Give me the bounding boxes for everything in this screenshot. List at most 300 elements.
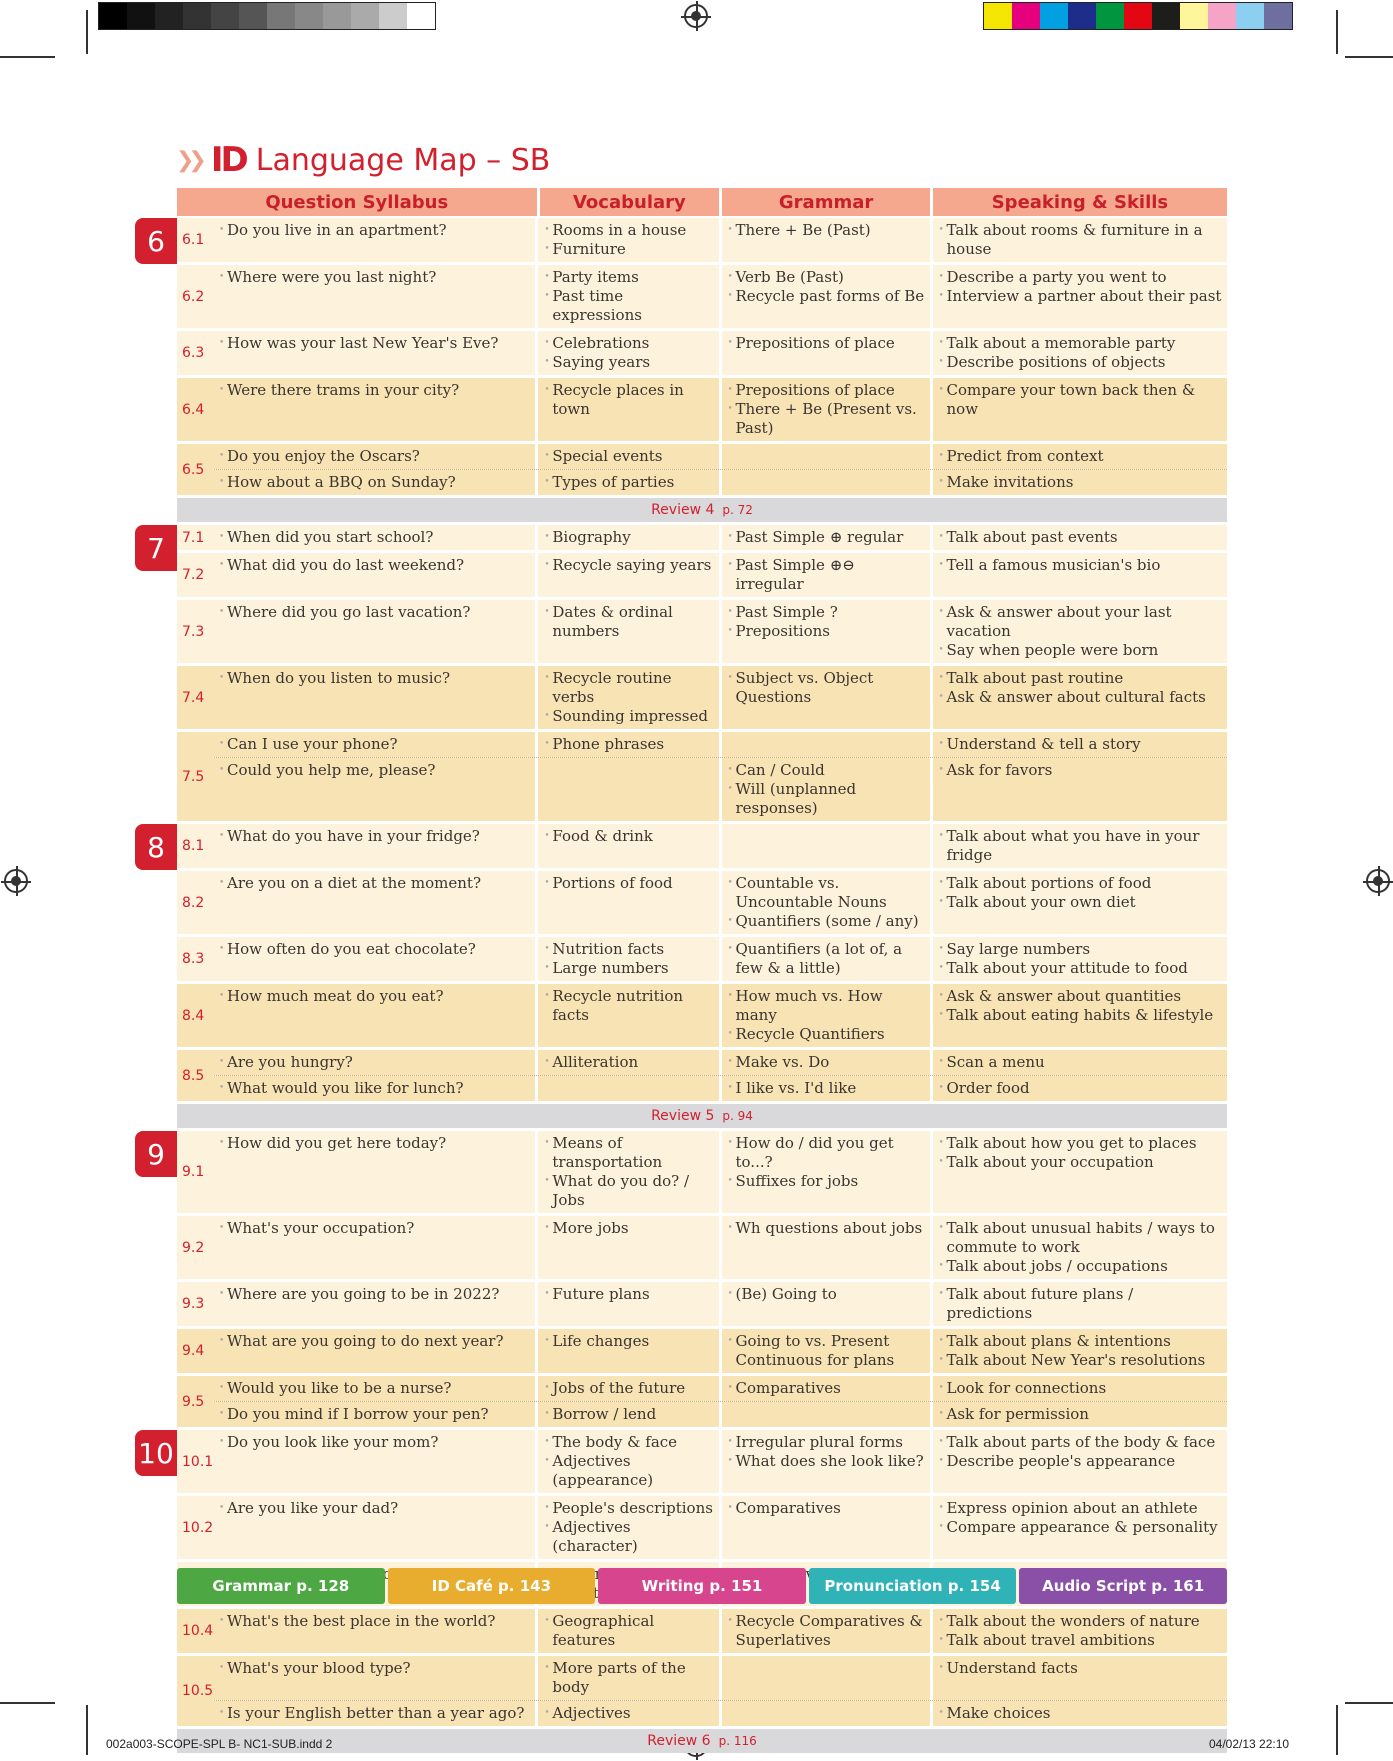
lesson-row [177,1656,1227,1700]
skills-cell [933,600,1228,663]
question-cell [213,1329,535,1373]
vocabulary-cell [538,871,718,934]
lesson-row [177,1609,1227,1653]
question-cell [213,600,535,663]
question-cell [213,1430,535,1493]
vocabulary-cell [538,600,718,663]
skills-cell [933,1076,1228,1101]
reference-buttons [177,1568,1227,1604]
vocabulary-cell [538,265,718,328]
crop-mark [1345,56,1393,58]
lesson-block [177,600,1227,663]
grammar-cell [722,470,930,495]
vocabulary-item: • Recycle routine verbs [544,669,714,707]
lesson-block [177,1329,1227,1373]
grammar-cell [722,553,930,597]
question-text: • Where were you last night? [219,268,531,287]
gray-color-bar [98,2,436,30]
vocabulary-item: • Biography [544,528,714,547]
lesson-number: 8.2 [177,871,213,934]
question-cell [213,666,535,729]
grammar-item: • Going to vs. Present Continuous for plans [728,1332,926,1370]
question-cell [213,1282,535,1326]
reference-button[interactable]: Writing p. 151 [598,1568,806,1604]
lesson-block [177,732,1227,821]
skills-item: • Say large numbers [939,940,1224,959]
vocabulary-cell [538,331,718,375]
question-text: • Where are you going to be in 2022? [219,1285,531,1304]
skills-item: • Ask & answer about cultural facts [939,688,1224,707]
question-text: • Do you live in an apartment? [219,221,531,240]
skills-cell [933,265,1228,328]
question-text: • Would you like to be a nurse? [219,1379,531,1398]
vocabulary-item: • Food & drink [544,827,714,846]
vocabulary-item: • What do you do? / Jobs [544,1172,714,1210]
question-text: • How did you get here today? [219,1134,531,1153]
skills-item: • Understand facts [939,1659,1224,1678]
question-text: • What did you do last weekend? [219,556,531,575]
skills-cell [933,470,1228,495]
lesson-number: 10.1 [177,1430,213,1493]
skills-cell [933,1701,1228,1726]
vocabulary-item: • Past time expressions [544,287,714,325]
question-cell [213,444,535,469]
grammar-item: • Comparatives [728,1499,926,1518]
lesson-row [177,1401,1227,1427]
grammar-cell [722,1282,930,1326]
grammar-item: • I like vs. I'd like [728,1079,926,1098]
question-text: • How often do you eat chocolate? [219,940,531,959]
question-text: • What would you like for lunch? [219,1079,531,1098]
grammar-item: • There + Be (Past) [728,221,926,240]
question-cell [213,1131,535,1213]
grammar-cell [722,1329,930,1373]
grammar-item: • Countable vs. Uncountable Nouns [728,874,926,912]
lesson-row [177,824,1227,868]
skills-cell [933,1430,1228,1493]
grammar-cell [722,444,930,469]
skills-item: • Express opinion about an athlete [939,1499,1224,1518]
color-swatch [127,3,155,29]
unit-number-badge: 8 [135,824,177,870]
grammar-cell [722,1131,930,1213]
lesson-block [177,525,1227,550]
grammar-item: • Wh questions about jobs [728,1219,926,1238]
skills-cell [933,331,1228,375]
grammar-item: • Make vs. Do [728,1053,926,1072]
grammar-cell [722,378,930,441]
lesson-number: 6.2 [177,265,213,328]
question-text: • Are you on a diet at the moment? [219,874,531,893]
lesson-number: 9.2 [177,1216,213,1279]
question-cell [213,937,535,981]
vocabulary-item: • Nutrition facts [544,940,714,959]
review-page: p. 72 [722,503,753,517]
unit-number-badge: 10 [135,1430,177,1476]
review-label: Review 5 [651,1108,715,1124]
lesson-number: 6.5 [177,444,213,495]
skills-item: • Interview a partner about their past [939,287,1224,306]
question-cell [213,378,535,441]
question-cell [213,1496,535,1559]
skills-item: • Describe people's appearance [939,1452,1224,1471]
lesson-block [177,331,1227,375]
color-swatch [984,3,1012,29]
skills-item: • Order food [939,1079,1224,1098]
skills-item: • Talk about parts of the body & face [939,1433,1224,1452]
question-cell [213,218,535,262]
footer-timestamp: 04/02/13 22:10 [1209,1737,1290,1751]
grammar-item: • Irregular plural forms [728,1433,926,1452]
lesson-number: 8.4 [177,984,213,1047]
vocabulary-item: • Means of transportation [544,1134,714,1172]
skills-item: • Describe positions of objects [939,353,1224,372]
color-swatch [99,3,127,29]
question-cell [213,1050,535,1075]
grammar-cell [722,1656,930,1700]
skills-item: • Talk about your own diet [939,893,1224,912]
grammar-cell [722,1376,930,1401]
registration-mark-left [4,869,28,893]
color-swatch [1068,3,1096,29]
lesson-row [177,218,1227,262]
question-text: • Can I use your phone? [219,735,531,754]
skills-item: • Talk about New Year's resolutions [939,1351,1224,1370]
color-swatch [155,3,183,29]
review-page: p. 94 [722,1109,753,1123]
question-cell [213,553,535,597]
crop-mark [1336,1705,1338,1755]
color-swatch [1236,3,1264,29]
lesson-number: 9.3 [177,1282,213,1326]
unit-number-badge: 7 [135,525,177,571]
vocabulary-item: • Portions of food [544,874,714,893]
vocabulary-item: • More parts of the body [544,1659,714,1697]
lesson-block [177,1609,1227,1653]
lesson-block [177,265,1227,328]
skills-item: • Talk about plans & intentions [939,1332,1224,1351]
id-logo: ID [210,140,246,180]
lesson-number: 9.5 [177,1376,213,1427]
grammar-cell [722,265,930,328]
header-grammar: Grammar [722,188,930,216]
lesson-row [177,1050,1227,1075]
vocabulary-cell [538,984,718,1047]
grammar-cell [722,1609,930,1653]
vocabulary-cell [538,937,718,981]
grammar-item: • Quantifiers (some / any) [728,912,926,931]
question-cell [213,732,535,757]
lesson-block [177,937,1227,981]
color-swatch [323,3,351,29]
skills-item: • Talk about a memorable party [939,334,1224,353]
review-bar[interactable] [177,1104,1227,1128]
vocabulary-cell [538,218,718,262]
grammar-item: • Past Simple ⊕ regular [728,528,926,547]
vocabulary-cell [538,444,718,469]
vocabulary-cell [538,1609,718,1653]
crop-mark [0,1702,55,1704]
lesson-block [177,1656,1227,1726]
crop-mark [0,56,55,58]
lesson-block [177,1216,1227,1279]
lesson-row [177,1376,1227,1401]
question-cell [213,1216,535,1279]
color-swatch [1096,3,1124,29]
question-cell [213,265,535,328]
grammar-cell [722,1496,930,1559]
color-swatch [1040,3,1068,29]
question-text: • Are you hungry? [219,1053,531,1072]
lesson-block [177,1131,1227,1213]
lesson-block [177,666,1227,729]
reference-button[interactable]: Audio Script p. 161 [1019,1568,1227,1604]
vocabulary-item: • Life changes [544,1332,714,1351]
lesson-row [177,1075,1227,1101]
grammar-cell [722,218,930,262]
color-swatch [1012,3,1040,29]
vocabulary-cell [538,378,718,441]
grammar-cell [722,732,930,757]
vocabulary-item: • Adjectives [544,1704,714,1723]
lesson-block [177,1496,1227,1559]
lesson-block [177,871,1227,934]
grammar-cell [722,1216,930,1279]
skills-cell [933,758,1228,821]
skills-item: • Describe a party you went to [939,268,1224,287]
skills-item: • Talk about jobs / occupations [939,1257,1224,1276]
lesson-row [177,553,1227,597]
crop-mark [1345,1702,1393,1704]
lesson-number: 10.2 [177,1496,213,1559]
vocabulary-item: • Furniture [544,240,714,259]
grammar-cell [722,984,930,1047]
lesson-row [177,1700,1227,1726]
grammar-cell [722,1701,930,1726]
grammar-cell [722,331,930,375]
color-swatch [1264,3,1292,29]
skills-item: • Talk about how you get to places [939,1134,1224,1153]
lesson-number: 7.1 [177,525,213,550]
skills-cell [933,1282,1228,1326]
lesson-row [177,1430,1227,1493]
vocabulary-cell [538,1131,718,1213]
question-text: • What's your occupation? [219,1219,531,1238]
lesson-number: 7.3 [177,600,213,663]
grammar-cell [722,824,930,868]
double-chevron-icon: ❯❯ [176,147,201,173]
vocabulary-cell [538,824,718,868]
vocabulary-cell [538,1329,718,1373]
grammar-item: • Past Simple ⊕⊖ irregular [728,556,926,594]
vocabulary-item: • People's descriptions [544,1499,714,1518]
vocabulary-cell [538,666,718,729]
unit-block [147,1131,1227,1427]
skills-item: • Talk about your occupation [939,1153,1224,1172]
skills-item: • Scan a menu [939,1053,1224,1072]
skills-cell [933,218,1228,262]
lesson-row [177,525,1227,550]
reference-button[interactable]: Grammar p. 128 [177,1568,385,1604]
skills-cell [933,1216,1228,1279]
vocabulary-item: • Recycle places in town [544,381,714,419]
question-text: • When do you listen to music? [219,669,531,688]
lesson-row [177,331,1227,375]
lesson-number: 6.3 [177,331,213,375]
reference-button[interactable]: Pronunciation p. 154 [809,1568,1017,1604]
color-swatch [1180,3,1208,29]
question-text: • Do you enjoy the Oscars? [219,447,531,466]
vocabulary-cell [538,1430,718,1493]
footer-file-info: 002a003-SCOPE-SPL B- NC1-SUB.indd 2 [106,1737,333,1751]
grammar-cell [722,600,930,663]
question-text: • How about a BBQ on Sunday? [219,473,531,492]
grammar-item: • Prepositions of place [728,381,926,400]
grammar-item: • Quantifiers (a lot of, a few & a little) [728,940,926,978]
question-text: • Do you mind if I borrow your pen? [219,1405,531,1424]
vocabulary-item: • Phone phrases [544,735,714,754]
skills-cell [933,1050,1228,1075]
skills-item: • Compare appearance & personality [939,1518,1224,1537]
color-swatch [379,3,407,29]
vocabulary-cell [538,1376,718,1401]
page-title [176,140,550,180]
question-cell [213,1701,535,1726]
vocabulary-item: • The body & face [544,1433,714,1452]
question-cell [213,984,535,1047]
question-cell [213,1609,535,1653]
skills-item: • Predict from context [939,447,1224,466]
vocabulary-item: • Types of parties [544,473,714,492]
registration-mark-top [684,4,708,28]
color-swatch [211,3,239,29]
table-header [177,188,1227,216]
lesson-row [177,378,1227,441]
units-container [138,218,1227,1753]
question-text: • Were there trams in your city? [219,381,531,400]
skills-item: • Talk about rooms & furniture in a house [939,221,1224,259]
lesson-block [177,378,1227,441]
lesson-block [177,984,1227,1047]
review-bar[interactable] [177,1729,1227,1753]
vocabulary-item: • Adjectives (appearance) [544,1452,714,1490]
lesson-row [177,984,1227,1047]
skills-item: • Talk about unusual habits / ways to commute to work [939,1219,1224,1257]
question-text: • Could you help me, please? [219,761,531,780]
lesson-row [177,732,1227,757]
grammar-item: • Suffixes for jobs [728,1172,926,1191]
review-bar[interactable] [177,498,1227,522]
skills-cell [933,1496,1228,1559]
lesson-block [177,824,1227,868]
grammar-item: • Recycle Quantifiers [728,1025,926,1044]
crop-mark [86,10,88,54]
color-swatch [295,3,323,29]
lesson-row [177,1496,1227,1559]
vocabulary-item: • Adjectives (character) [544,1518,714,1556]
registration-mark-right [1366,869,1390,893]
skills-cell [933,871,1228,934]
grammar-cell [722,1076,930,1101]
skills-item: • Make invitations [939,473,1224,492]
vocabulary-item: • Sounding impressed [544,707,714,726]
unit-block [147,824,1227,1101]
unit-number-badge: 6 [135,218,177,264]
lesson-number: 7.4 [177,666,213,729]
question-text: • What do you have in your fridge? [219,827,531,846]
grammar-item: • Recycle past forms of Be [728,287,926,306]
lesson-row [177,469,1227,495]
vocabulary-item: • Future plans [544,1285,714,1304]
lesson-row [177,1329,1227,1373]
skills-item: • Talk about eating habits & lifestyle [939,1006,1224,1025]
question-cell [213,525,535,550]
page-title-text: Language Map – SB [255,142,551,178]
review-label: Review 4 [651,502,715,518]
lesson-row [177,1282,1227,1326]
lesson-number: 7.2 [177,553,213,597]
vocabulary-cell [538,758,718,821]
lesson-number: 9.4 [177,1329,213,1373]
skills-cell [933,444,1228,469]
vocabulary-cell [538,1076,718,1101]
vocabulary-item: • Party items [544,268,714,287]
question-text: • When did you start school? [219,528,531,547]
review-label: Review 6 [647,1733,711,1749]
vocabulary-item: • Celebrations [544,334,714,353]
skills-item: • Ask for favors [939,761,1224,780]
lesson-number: 9.1 [177,1131,213,1213]
skills-cell [933,666,1228,729]
color-swatch [239,3,267,29]
lesson-block [177,1376,1227,1427]
header-vocabulary: Vocabulary [540,188,720,216]
color-swatch [1208,3,1236,29]
skills-item: • Ask for permission [939,1405,1224,1424]
question-text: • Are you like your dad? [219,1499,531,1518]
skills-item: • Talk about past events [939,528,1224,547]
skills-item: • Talk about the wonders of nature [939,1612,1224,1631]
grammar-item: • (Be) Going to [728,1285,926,1304]
skills-cell [933,984,1228,1047]
vocabulary-cell [538,732,718,757]
lesson-block [177,553,1227,597]
vocabulary-cell [538,1282,718,1326]
crop-mark [86,1705,88,1755]
grammar-item: • Comparatives [728,1379,926,1398]
vocabulary-item: • Borrow / lend [544,1405,714,1424]
vocabulary-item: • Dates & ordinal numbers [544,603,714,641]
vocabulary-item: • Recycle nutrition facts [544,987,714,1025]
reference-button[interactable]: ID Café p. 143 [388,1568,596,1604]
vocabulary-item: • Recycle saying years [544,556,714,575]
lesson-number: 10.4 [177,1609,213,1653]
vocabulary-item: • Special events [544,447,714,466]
lesson-row [177,265,1227,328]
question-cell [213,1656,535,1700]
vocabulary-cell [538,553,718,597]
skills-cell [933,1609,1228,1653]
grammar-cell [722,1430,930,1493]
grammar-cell [722,758,930,821]
question-cell [213,1402,535,1427]
skills-cell [933,1656,1228,1700]
skills-cell [933,553,1228,597]
lesson-block [177,1282,1227,1326]
lesson-block [177,444,1227,495]
grammar-item: • Recycle Comparatives & Superlatives [728,1612,926,1650]
color-swatch [1124,3,1152,29]
